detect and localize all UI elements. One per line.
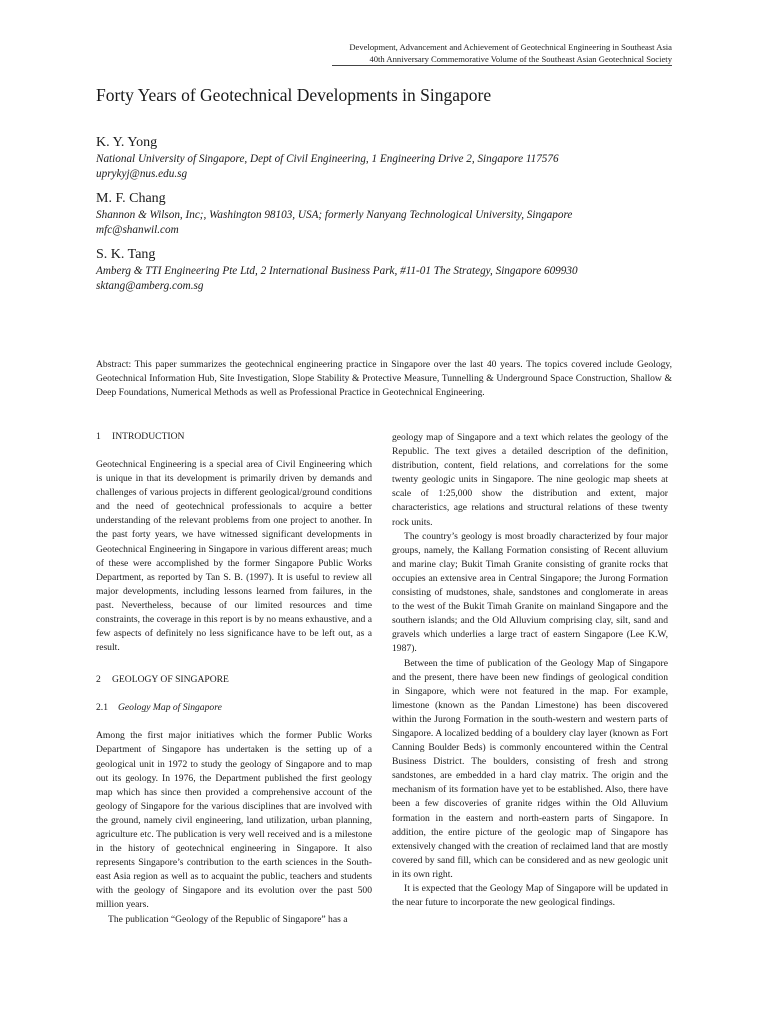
author-name: S. K. Tang [96, 247, 156, 262]
body-paragraph: geology map of Singapore and a text which relates the geology of the Republic. The text gives a detailed description of the definition, distribution, content, field relations, and correlations for the some twenty geologic units in Singapore. The nine geologic map sheets at scale of 1:25,000 show the distribution and extent, major characteristics, age relations and structural relations of these twenty rock units. [392, 432, 668, 528]
author-email: mfc@shanwil.com [96, 224, 179, 236]
subsection-number: 2.1 [96, 702, 108, 714]
author-email: uprykyj@nus.edu.sg [96, 168, 188, 180]
author-affiliation: Shannon & Wilson, Inc;, Washington 98103, USA; formerly Nanyang Technological University, Singapore [96, 209, 573, 221]
author-email: sktang@amberg.com.sg [96, 280, 204, 292]
subsection-heading-geology-map [96, 701, 372, 715]
author-affiliation: Amberg & TTI Engineering Pte Ltd, 2 International Business Park, #11-01 The Strategy, Singapore 609930 [96, 265, 578, 277]
section-heading-geology [96, 673, 372, 687]
body-paragraph: It is expected that the Geology Map of Singapore will be updated in the near future to incorporate the new geological findings. [392, 883, 668, 909]
running-head-rule [332, 65, 672, 66]
author-block [96, 133, 686, 182]
section-number: 2 [96, 674, 101, 686]
author-affiliation: National University of Singapore, Dept of Civil Engineering, 1 Engineering Drive 2, Singapore 117576 [96, 153, 559, 165]
running-head [252, 42, 672, 65]
author-list [96, 133, 686, 301]
author-name: K. Y. Yong [96, 135, 158, 150]
abstract: Abstract: This paper summarizes the geotechnical engineering practice in Singapore over the last 40 years. The topics covered include Geology, Geotechnical Information Hub, Site Investigation, Slope Stability & Protective Measure, Tunnelling & Underground Space Construction, Shallow & Deep Foundations, Numerical Methods as well as Professional Practice in Geotechnical Engineering. [96, 358, 672, 398]
running-head-line-2: 40th Anniversary Commemorative Volume of the Southeast Asian Geotechnical Society [369, 53, 672, 64]
body-paragraph: The publication “Geology of the Republic of Singapore” has a [108, 913, 348, 925]
section-heading-introduction [96, 430, 372, 444]
paper-title: Forty Years of Geotechnical Developments in Singapore [96, 85, 492, 105]
left-column [96, 430, 372, 927]
body-paragraph: Geotechnical Engineering is a special area of Civil Engineering which is unique in that its development is primarily driven by demands and challenges of various projects in different geological/ground conditions and the need of geotechnical professionals to acquire a better understanding of the relevant problems from one project to another. In the past forty years, we have witnessed significant developments in Geotechnical Engineering in Singapore in various different areas; much of these were accomplished by the former Singapore Public Works Department, as reported by Tan S. B. (1997). It is useful to review all major developments, including lessons learned from failures, in the past. Nevertheless, because of our limited resources and time constraints, the coverage in this report is by no means exhaustive, and a few aspects of definitely no less significance have to be left out, as a result. [96, 459, 372, 654]
author-block [96, 245, 686, 294]
body-paragraph: Between the time of publication of the Geology Map of Singapore and the present, there have been new findings of geological condition in Singapore, which were not featured in the map. For example, limestone (known as the Pandan Limestone) has been discovered within the Jurong Formation in the south-western and western parts of Singapore. A localized bedding of a bouldery clay layer (known as Fort Canning Boulder Beds) is commonly encountered within the Central Business District. The boulders, consisting of fresh and strong sandstones, are embedded in a hard clay matrix. The origin and the mechanism of its formation have yet to be established. Also, there have been a few discoveries of granite ridges within the Old Alluvium formation in the eastern and north-eastern parts of Singapore. In addition, the entire picture of the geologic map of Singapore has extensively changed with the creation of reclaimed land that are mostly covered by sand fill, which can be considered and as new geologic unit in its own right. [392, 657, 668, 880]
running-head-line-1: Development, Advancement and Achievement of Geotechnical Engineering in Southeast Asia [349, 42, 672, 52]
body-paragraph: The country’s geology is most broadly characterized by four major groups, namely, the Kallang Formation consisting of Recent alluvium and marine clay; Bukit Timah Granite consisting of granite rocks that occupies an extensive area in Central Singapore; the Jurong Formation consisting of mudstones, shale, sandstones and conglomerate in areas to the west of the Bukit Timah Granite on mainland Singapore and the southern islands; and the Old Alluvium comprising clay, silt, sand and gravels which underlies a large tract of eastern Singapore (Lee K.W, 1987). [392, 530, 668, 655]
section-number: 1 [96, 431, 101, 442]
body-paragraph: Among the first major initiatives which the former Public Works Department of Singapore has undertaken is the setting up of a geological unit in 1972 to study the geology of Singapore and to map out its geology. In 1976, the Department published the first geology map which has since then provided a comprehensive account of the geology of Singapore for the various disciplines that are involved with the ground, namely civil engineering, land utilization, urban planning, agriculture etc. The publication is very well received and is a milestone in the history of geotechnical engineering in Singapore. It also represents Singapore’s contribution to the earth sciences in the South-east Asia region as well as to acquaint the public, teachers and students with the geology of Singapore and its evolution over the past 500 million years. [96, 730, 372, 911]
subsection-title: Geology Map of Singapore [118, 702, 222, 714]
right-column [392, 431, 668, 910]
author-name: M. F. Chang [96, 191, 166, 206]
section-title: GEOLOGY OF SINGAPORE [112, 674, 229, 686]
author-block [96, 189, 686, 238]
section-title: INTRODUCTION [112, 431, 185, 442]
